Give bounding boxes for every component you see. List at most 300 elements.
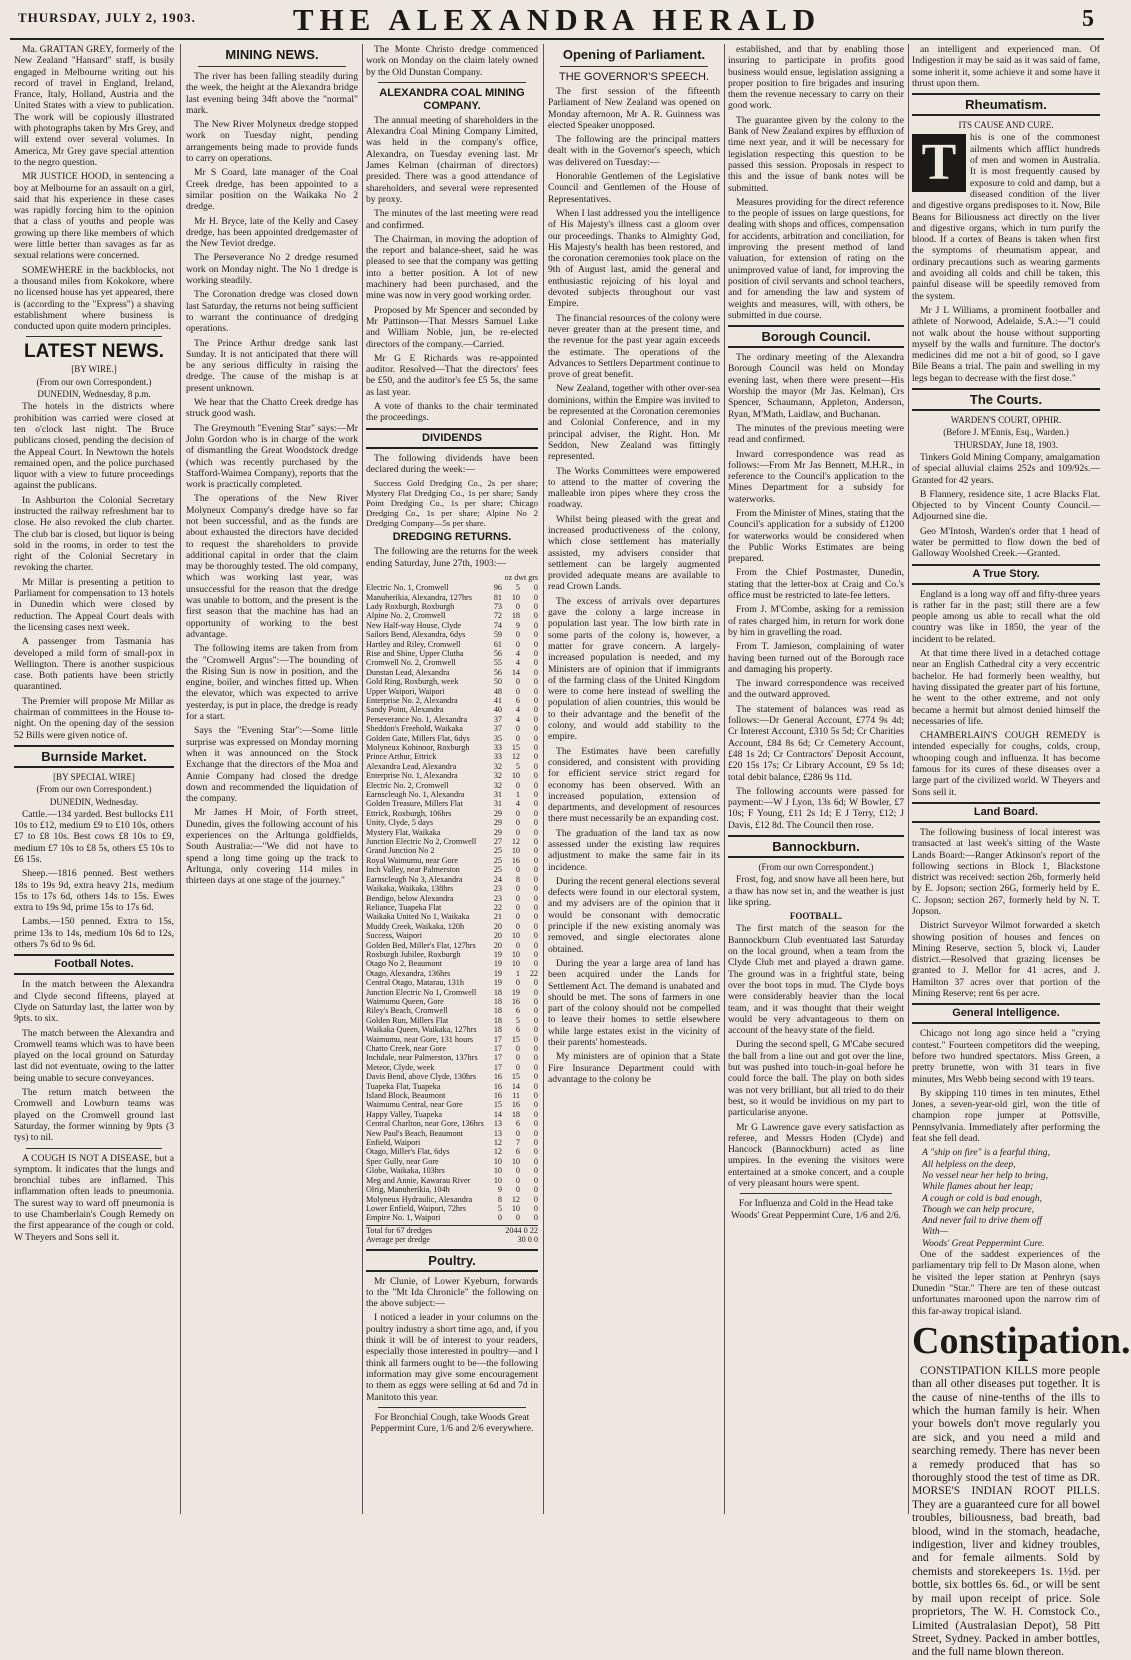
table-cell-oz: 41 <box>493 695 502 705</box>
dividends-list: Success Gold Dredging Co., 2s per share; Mystery Flat Dredging Co., 1s per share; Sandy Point Dredging Co., 1s per share; Chicago Dredging Co., 1s per share; Alpine No 2 Dredging Company—5s per share. <box>366 478 538 529</box>
article-paragraph: Says the "Evening Star":—Some little surprise was expressed on Monday morning when it was announced on the Stock Exchange that the directors of the Moa and Annie Company had closed the dredge down and recommended the liquidation of the company. <box>186 725 358 805</box>
table-cell-dwt: 15 <box>511 1072 520 1082</box>
table-cell-name: Waimumu Queen, Gore <box>366 996 444 1006</box>
table-cell-name: Golden Run, Millers Flat <box>366 1015 449 1025</box>
article-paragraph: Sheep.—1816 penned. Best wethers 18s to 19s 9d, extra heavy 21s, medium 15s to 17s 6d, others 14s to 15s. Ewes extra to 19s 9d, prime 15s to 17s 6d. <box>14 868 174 914</box>
article-paragraph: The statement of balances was read as follows:—Dr General Account, £774 9s 4d; Cr Interest Account, £310 5s 5d; Cr Charities Account, £84 8s 6d; Cr Cemetery Account, £48 1s 2d; Cr Contractors' Deposit Account, £20 15s 17s; Cr Library Account, £9 5s 1d; total debit balance, £286 9s 11d. <box>728 703 904 783</box>
table-cell-dwt: 12 <box>511 1194 520 1204</box>
dividends-heading: DIVIDENDS <box>366 428 538 449</box>
article-paragraph: The first session of the fifteenth Parliament of New Zealand was opened on Monday afternoon, Mr A. R. Guinness was elected Speaker unopposed. <box>548 86 720 131</box>
article-paragraph: The inward correspondence was received and the outward approved. <box>728 678 904 701</box>
table-cell-gr: 0 <box>533 714 538 724</box>
table-cell-dwt: 4 <box>515 658 520 668</box>
article-paragraph: Whilst being pleased with the great and increased productiveness of the colony, which close settlement has materially assisted, my advisers consider that settlement can be largely augmented provided adequate means are available to read Crown Lands. <box>548 513 720 593</box>
article-paragraph: The following items are taken from from the "Cromwell Argus":—The bounding of the Rising Sun is now in position, and the engine, boiler, and winches fitted up. When the elevator, which was expected to arrive yesterday, is put in place, the dredge is ready for a start. <box>186 643 359 723</box>
table-cell-dwt: 0 <box>515 940 520 950</box>
borough-council-heading: Borough Council. <box>728 325 904 348</box>
table-cell-name: Ettrick, Roxburgh, 106hrs <box>366 808 452 818</box>
table-cell-name: Sheddon's Freehold, Waikaka <box>366 724 463 734</box>
table-row <box>366 649 538 658</box>
article-paragraph: When I last addressed you the intelligence of His Majesty's illness cast a gloom over our proceedings. Thanks to Almighty God, His Majesty's health has been restored, and the coronation ceremonies took place on the 9th of August last, amid the general and enthusiastic rejoicing of his loyal and devoted subjects throughout our vast Empire. <box>548 207 720 310</box>
table-row <box>366 799 538 808</box>
table-cell-oz: 17 <box>493 1034 502 1044</box>
table-cell-gr: 0 <box>533 724 538 734</box>
article-paragraph: Mr James H Moir, of Forth street, Dunedin, gives the following account of his experiences on the Arltunga goldfields, South Australia:—"We did not have to spend a long time going up the track to Arltunga, only covering 114 miles in thirteen days at one stage of the journey." <box>186 807 358 887</box>
table-cell-dwt: 0 <box>515 827 520 837</box>
table-cell-dwt: 15 <box>511 743 520 752</box>
table-row <box>366 1166 538 1175</box>
table-cell-oz: 33 <box>493 743 502 752</box>
table-cell-gr: 0 <box>533 1128 538 1138</box>
table-cell-dwt: 0 <box>515 1175 520 1185</box>
article-paragraph: Honorable Gentlemen of the Legislative Council and Gentlemen of the House of Representatives. <box>548 171 720 205</box>
table-row <box>366 837 538 846</box>
table-row <box>366 1176 538 1185</box>
table-cell-name: New Paul's Beach, Beaumont <box>366 1128 463 1138</box>
table-cell-name: New Half-way House, Clyde <box>366 620 462 630</box>
article-paragraph: The match between the Alexandra and Cromwell teams which was to have been played on the local ground on Saturday last did not eventuate, owing to the latter being unable to secure conveyances. <box>14 1027 174 1084</box>
table-cell-dwt: 0 <box>515 808 520 818</box>
news-item: MR JUSTICE HOOD, in sentencing a boy at Melbourne for an assault on a girl, said that his experience in these cases was rapidly forcing him to the opinion that a class of youths and people was growing up there like members of which were little better than savages as far as sexual relations were concerned. <box>14 171 174 262</box>
table-cell-gr: 0 <box>533 837 538 847</box>
table-cell-name: Golden Treasure, Millers Flat <box>366 799 463 809</box>
table-cell-oz: 9 <box>497 1185 502 1195</box>
dredging-returns-heading: DREDGING RETURNS. <box>392 531 512 544</box>
article-paragraph: Tinkers Gold Mining Company, amalgamation of special alluvial claims 252s and 109/92s.—Granted for 42 years. <box>912 451 1100 486</box>
table-cell-gr: 0 <box>533 630 538 640</box>
table-cell-gr: 0 <box>533 1119 538 1129</box>
table-row <box>366 583 538 592</box>
table-cell-dwt: 0 <box>515 912 520 922</box>
table-cell-gr: 0 <box>533 743 538 752</box>
table-cell-gr: 0 <box>533 996 538 1006</box>
table-cell-dwt: 0 <box>515 677 520 687</box>
table-cell-name: Otago, Alexandra, 136hrs <box>366 968 451 978</box>
table-cell-gr: 0 <box>533 1203 538 1213</box>
table-cell-name: Waikaka, Waikaka, 138hrs <box>366 884 454 894</box>
verse-line: A "ship on fire" is a fearful thing, <box>922 1147 1050 1159</box>
table-cell-dwt: 10 <box>511 846 520 856</box>
table-cell-dwt: 0 <box>515 1053 520 1063</box>
article-paragraph: The Works Committees were empowered to attend to the matter of covering the malleable iron pipes where they cross the roadway. <box>548 465 720 511</box>
article-paragraph: The Monte Christo dredge commenced work on Monday on the claim lately owned by the Old Dunstan Company. <box>366 44 538 78</box>
table-cell-name: Globe, Waikaka, 103hrs <box>366 1166 445 1176</box>
table-cell-dwt: 7 <box>515 1138 520 1148</box>
verse-line: With— <box>922 1226 949 1238</box>
article-paragraph: The river has been falling steadily during the week, the height at the Alexandra bridge last evening being 34ft above the "normal" mark. <box>186 71 358 116</box>
table-cell-dwt: 0 <box>515 1044 520 1053</box>
table-cell-dwt: 6 <box>515 1119 520 1129</box>
table-cell-name: Golden Gate, Millers Flat, 6dys <box>366 733 470 743</box>
table-cell-gr: 0 <box>533 695 538 705</box>
table-cell-oz: 50 <box>493 677 502 687</box>
section-rule <box>740 1193 892 1194</box>
table-row <box>366 950 538 959</box>
true-story-heading: A True Story. <box>912 564 1100 585</box>
article-paragraph: The Estimates have been carefully considered, and consistent with providing for efficient service strict regard for economy has been observed. With an increased population, extension of departments, and development of resources there must necessarily be an expanding cost. <box>548 745 720 825</box>
table-cell-dwt: 0 <box>515 686 520 696</box>
article-paragraph: From the Minister of Mines, stating that the Council's application for a subsidy of £1200 for waterworks would be considered when the Public Works Estimates are being prepared. <box>728 507 904 565</box>
land-board-heading: Land Board. <box>912 802 1100 823</box>
table-cell-gr: 0 <box>533 1194 538 1204</box>
rheumatism-heading: Rheumatism. <box>912 93 1100 116</box>
table-cell-gr: 0 <box>533 771 538 781</box>
table-cell-dwt: 16 <box>511 996 520 1006</box>
table-cell-oz: 32 <box>493 761 502 771</box>
table-cell-gr: 0 <box>533 1109 538 1119</box>
table-cell-oz: 31 <box>493 799 502 809</box>
table-row <box>366 658 538 667</box>
table-cell-gr: 0 <box>533 959 538 969</box>
table-cell-dwt: 12 <box>511 837 520 847</box>
table-row <box>366 743 538 752</box>
table-row <box>366 865 538 874</box>
table-row <box>366 1044 538 1053</box>
table-cell-gr: 0 <box>533 752 538 762</box>
column-5 <box>728 44 904 1514</box>
table-cell-dwt: 6 <box>515 1025 520 1035</box>
table-cell-dwt: 0 <box>515 1128 520 1138</box>
table-cell-oz: 29 <box>493 827 502 837</box>
table-cell-oz: 20 <box>493 940 502 950</box>
verse-line: A cough or cold is bad enough, <box>922 1192 1043 1204</box>
article-paragraph: From J. M'Combe, asking for a remission of rates charged him, in return for work done by him in gravelling the road. <box>728 604 904 638</box>
table-row <box>366 1213 538 1222</box>
table-row <box>366 1053 538 1062</box>
table-cell-oz: 20 <box>493 931 502 941</box>
section-rule <box>26 1148 162 1149</box>
article-paragraph: an intelligent and experienced man. Of Indigestion it may be said as it was said of fame, some inherit it, some achieve it and some have it thrust upon them. <box>912 44 1100 89</box>
table-cell-dwt: 0 <box>515 724 520 734</box>
article-paragraph: My ministers are of opinion that a State Fire Insurance Department could with advantage to the colony be <box>548 1051 720 1085</box>
column-6 <box>912 44 1131 1659</box>
column-divider <box>543 44 544 1514</box>
table-cell-name: Waikaka Queen, Waikaka, 127hrs <box>366 1025 477 1035</box>
article-paragraph: In Ashburton the Colonial Secretary instructed the railway refreshment bar to close. He also revoked the club charter. The club bar is closed, but liquor is being sold in the rooms, in order to test the right of the Colonial Secretary in revoking the charter. <box>14 494 174 574</box>
dropcap-letter: T <box>912 134 966 192</box>
table-cell-oz: 37 <box>493 724 502 734</box>
table-cell-oz: 13 <box>493 1128 502 1138</box>
article-paragraph: The return match between the Cromwell and Lowburn teams was played on the Cromwell ground last Saturday, the former winning by 9pts (3 tys) to nil. <box>14 1087 174 1144</box>
table-cell-name: Sandy Point, Alexandra <box>366 705 444 715</box>
table-cell-oz: 18 <box>493 996 502 1006</box>
advert-paragraph: CHAMBERLAIN'S COUGH REMEDY is intended especially for coughs, colds, croup, whooping cough and influenza. It has become famous for its cures of these diseases over a large part of the civilized world. W Theyers and Sons sell it. <box>912 730 1100 798</box>
table-cell-dwt: 16 <box>511 1100 520 1110</box>
table-cell-oz: 29 <box>493 808 502 818</box>
table-cell-name: Mystery Flat, Waikaka <box>366 827 441 837</box>
column-divider <box>362 44 363 1514</box>
table-cell-oz: 56 <box>493 667 502 677</box>
article-paragraph: In the match between the Alexandra and Clyde second fifteens, played at Clyde on Saturday last, the latter won by 9pts. to six. <box>14 979 174 1025</box>
table-cell-gr: 0 <box>533 1147 538 1157</box>
table-cell-name: Molyneux Hydraulic, Alexandra <box>366 1194 473 1204</box>
table-cell-oz: 59 <box>493 630 502 640</box>
article-paragraph: The following accounts were passed for payment:—W J Lyon, 13s 6d; W Bowler, £7 10s; F Young, £11 2s 1d; E J Terry, £12; J Davis, £12 8d. The Council then rose. <box>728 785 904 831</box>
table-cell-gr: 0 <box>533 648 538 658</box>
table-cell-gr: 0 <box>533 733 538 743</box>
table-cell-gr: 0 <box>533 1185 538 1195</box>
table-cell-gr: 22 <box>529 968 538 978</box>
table-cell-name: Prince Arthur, Ettrick <box>366 752 437 762</box>
byline: (From our own Correspondent.) <box>758 862 874 872</box>
table-cell-gr: 0 <box>533 1015 538 1025</box>
table-cell-gr: 0 <box>533 667 538 677</box>
column-1 <box>14 44 174 1514</box>
verse-line: While flames about her leap; <box>922 1181 1034 1193</box>
article-paragraph: B Flannery, residence site, 1 acre Blacks Flat. Objected to by Vincent County Council.—Adjourned sine die. <box>912 488 1100 523</box>
table-row <box>366 1082 538 1091</box>
table-cell-name: Sailors Bend, Alexandra, 6dys <box>366 630 466 640</box>
table-cell-name: Enterprise No. 1, Alexandra <box>366 771 458 781</box>
table-cell-oz: 73 <box>493 601 502 611</box>
table-cell-gr: 0 <box>533 601 538 611</box>
table-cell-oz: 19 <box>493 959 502 969</box>
table-cell-name: Island Block, Beaumont <box>366 1091 446 1101</box>
table-row <box>366 1072 538 1081</box>
byline: (From our own Correspondent.) <box>36 784 152 795</box>
table-row <box>366 621 538 630</box>
table-cell-dwt: 14 <box>511 1081 520 1091</box>
table-cell-name: Waimumu Central, near Gore <box>366 1100 463 1110</box>
table-cell-gr: 0 <box>533 1166 538 1176</box>
total-label: Total for 67 dredges <box>366 1225 433 1235</box>
article-paragraph: A vote of thanks to the chair terminated the proceedings. <box>366 401 538 424</box>
table-cell-gr: 0 <box>533 1138 538 1148</box>
table-cell-dwt: 6 <box>515 695 520 705</box>
table-row <box>366 781 538 790</box>
table-cell-oz: 29 <box>493 818 502 828</box>
article-paragraph: England is a long way off and fifty-three years is rather far in the past; still there are a few people among us able to recall what the old country was like in 1850, the year of the incident to be related. <box>912 588 1100 645</box>
dateline: DUNEDIN, Wednesday, 8 p.m. <box>37 389 151 400</box>
table-cell-gr: 0 <box>533 1156 538 1166</box>
table-cell-oz: 18 <box>493 987 502 997</box>
table-cell-oz: 23 <box>493 893 502 903</box>
table-cell-dwt: 0 <box>515 1062 520 1072</box>
table-row <box>366 1100 538 1109</box>
issue-date: THURSDAY, JULY 2, 1903. <box>18 10 196 25</box>
parliament-heading: Opening of Parliament. <box>562 47 706 62</box>
table-cell-oz: 14 <box>493 1109 502 1119</box>
table-cell-name: Perseverance No. 1, Alexandra <box>366 714 468 724</box>
article-paragraph: The graduation of the land tax as now assessed under the existing law requires adjustment to make the same fair in its incidence. <box>548 827 720 873</box>
table-cell-oz: 15 <box>493 1100 502 1110</box>
table-cell-gr: 0 <box>533 987 538 997</box>
latest-news-heading: LATEST NEWS. <box>23 341 165 363</box>
table-cell-name: Chatto Creek, near Gore <box>366 1044 447 1053</box>
table-row <box>366 856 538 865</box>
table-cell-dwt: 0 <box>515 733 520 743</box>
table-row <box>366 1129 538 1138</box>
table-cell-oz: 96 <box>493 583 502 593</box>
table-column-header: oz dwt grs <box>504 572 538 582</box>
table-row <box>366 997 538 1006</box>
article-paragraph: Mr J L Williams, a prominent footballer and athlete of Norwood, Adelaide, S.A.:—"I could not walk about the house without supporting myself by the walls and furniture. The doctor's medicines did me not a bit of good, so I gave Bile Beans a trial. The pain and swelling in my legs began to decrease with the first dose." <box>912 304 1100 384</box>
table-cell-dwt: 0 <box>515 1166 520 1176</box>
table-cell-gr: 0 <box>533 874 538 884</box>
article-paragraph: Mr H. Bryce, late of the Kelly and Casey dredge, has been appointed dredgemaster of the New Teviot dredge. <box>186 215 358 250</box>
table-cell-name: Lower Enfield, Waipori, 72hrs <box>366 1203 466 1213</box>
article-paragraph: From the Chief Postmaster, Dunedin, stating that the letter-box at Craig and Co.'s office must be restricted to late-fee letters. <box>728 567 904 602</box>
article-paragraph: The first match of the season for the Bannockburn Club eventuated last Saturday on the local ground, when a team from the Clyde Club met and played a drawn game. The ground was in a frightful state, being over the boot tops in mud. The Clyde boys were considerably heavier than the local team, and it was thought that their weight would be very advantageous to them on account of the heavy state of the field. <box>728 923 904 1037</box>
table-cell-dwt: 0 <box>515 902 520 912</box>
table-cell-oz: 72 <box>493 611 502 621</box>
page-number: 5 <box>1082 6 1094 32</box>
table-cell-name: Royal Waimumu, near Gore <box>366 855 458 865</box>
byline: (From our own Correspondent.) <box>36 376 152 387</box>
table-cell-name: Meteor, Clyde, week <box>366 1062 435 1072</box>
article-paragraph: The operations of the New River Molyneux Company's dredge have so far not been successful, and as the funds are about exhausted the directors have decided to request the shareholders to provide additional capital in order that the claim may be thoroughly tested. The old company, which was working last year, was unsuccessful for the reason that the dredge was unable to bottom, and the present is the first season that the machine has had an opportunity of working to the best advantage. <box>186 493 358 640</box>
poultry-heading: Poultry. <box>366 1249 538 1272</box>
table-cell-name: Spec Gully, near Gore <box>366 1156 439 1166</box>
article-paragraph: The Prince Arthur dredge sank last Sunday. It is not anticipated that there will be any serious difficulty in raising the dredge. The cause of the mishap is at present unknown. <box>186 337 358 394</box>
table-cell-oz: 17 <box>493 1062 502 1072</box>
article-paragraph: I noticed a leader in your columns on the poultry industry a short time ago, and, if you think it will be of interest to your readers, especially those interested in poultry—and I think all farmers ought to be—the following information may give some encouragement to them as eggs were selling at 6d and 7d in Manitoto this year. <box>366 1312 538 1403</box>
article-paragraph: We hear that the Chatto Creek dredge has struck good wash. <box>186 397 358 420</box>
table-cell-oz: 48 <box>493 686 502 696</box>
table-row <box>366 1204 538 1213</box>
table-cell-oz: 25 <box>493 855 502 865</box>
table-row <box>366 1195 538 1204</box>
table-cell-name: Inch Valley, near Palmerston <box>366 865 460 875</box>
table-cell-oz: 10 <box>493 1175 502 1185</box>
table-cell-oz: 18 <box>493 1025 502 1035</box>
table-cell-gr: 0 <box>533 1081 538 1091</box>
table-cell-oz: 13 <box>493 1119 502 1129</box>
table-cell-name: Manuherikia, Alexandra, 127hrs <box>366 592 472 602</box>
table-cell-name: Inchdale, near Palmerston, 137hrs <box>366 1053 478 1063</box>
table-cell-gr: 0 <box>533 583 538 593</box>
table-cell-gr: 0 <box>533 1053 538 1063</box>
table-row <box>366 668 538 677</box>
burnside-market-heading: Burnside Market. <box>14 745 174 768</box>
table-row <box>366 941 538 950</box>
table-cell-gr: 0 <box>533 921 538 931</box>
table-cell-name: Enfield, Waipori <box>366 1138 421 1148</box>
table-row <box>366 771 538 780</box>
table-cell-name: Alpine No. 2, Cromwell <box>366 611 446 621</box>
table-cell-name: Central Charlton, near Gore, 136hrs <box>366 1119 484 1129</box>
article-paragraph: During the second spell, G M'Cabe secured the ball from a line out and got over the line, but was pushed into touch-in-goal before he could force the ball. The play on both sides was not very brilliant, but all tried to do their best, so it would be invidious on my part to particularise anyone. <box>728 1039 904 1119</box>
table-cell-dwt: 10 <box>511 959 520 969</box>
table-cell-dwt: 18 <box>511 611 520 621</box>
table-cell-gr: 0 <box>533 949 538 959</box>
table-cell-oz: 25 <box>493 865 502 875</box>
table-cell-oz: 16 <box>493 1091 502 1101</box>
table-cell-dwt: 0 <box>515 639 520 649</box>
table-cell-name: Rise and Shine, Upper Clutha <box>366 648 464 658</box>
table-cell-dwt: 6 <box>515 1006 520 1016</box>
table-cell-name: Junction Electric No 2, Cromwell <box>366 837 477 847</box>
table-cell-gr: 0 <box>533 808 538 818</box>
article-paragraph: The annual meeting of shareholders in the Alexandra Coal Mining Company Limited, was held in the company's office, Alexandra, on Tuesday evening last. Mr James Kelman (chairman of directors) presided. There was a good attendance of shareholders, and several were represented by proxy. <box>366 114 538 205</box>
table-cell-gr: 0 <box>533 790 538 800</box>
article-paragraph: The following are the returns for the week ending Saturday, June 27th, 1903:— <box>366 546 538 569</box>
table-cell-gr: 0 <box>533 978 538 988</box>
table-cell-dwt: 10 <box>511 931 520 941</box>
table-row <box>366 762 538 771</box>
table-row <box>366 894 538 903</box>
article-paragraph: Lambs.—150 penned. Extra to 15s, prime 13s to 14s, medium 10s 6d to 12s, others 7s 6d to 9s 6d. <box>14 916 174 951</box>
table-row <box>366 1185 538 1194</box>
article-paragraph: The following business of local interest was transacted at last week's sitting of the Waste Lands Board:—Ranger Atkinson's report of the following sections in Block 1, Blackstone district was received: section 26b, formerly held by E. Jopson; section 26G, formerly held by E. C. Jopson; section 267, formerly held by N. T. Jopson. <box>912 826 1100 917</box>
table-row <box>366 1119 538 1128</box>
table-row <box>366 912 538 921</box>
section-rule <box>378 1407 526 1408</box>
table-cell-gr: 0 <box>533 658 538 668</box>
table-row <box>366 875 538 884</box>
table-row <box>366 922 538 931</box>
bannockburn-heading: Bannockburn. <box>728 835 904 858</box>
table-cell-oz: 10 <box>493 1156 502 1166</box>
column-4 <box>548 44 720 1514</box>
table-cell-name: Reliance, Tuapeka Flat <box>366 902 442 912</box>
table-cell-dwt: 5 <box>515 761 520 771</box>
table-cell-dwt: 1 <box>515 968 520 978</box>
article-paragraph: The Coronation dredge was closed down last Saturday, the returns not being sufficient to warrant the continuance of dredging operations. <box>186 289 358 335</box>
article-paragraph: Chicago not long ago since held a "crying contest." Fourteen competitors did the weeping, before two hundred spectators. Miss Green, a pretty brunette, won with 31 tears in five minutes, Mrs Webb being second with 19 tears. <box>912 1028 1100 1085</box>
table-cell-gr: 0 <box>533 827 538 837</box>
table-cell-dwt: 19 <box>511 987 520 997</box>
article-paragraph: Frost, fog, and snow have all been here, but a thaw has now set in, and the weather is just like spring. <box>728 874 904 908</box>
article-paragraph: During the year a large area of land has been acquired under the Lands for Settlement Act. The demand is unabated and should be met. The sons of farmers in one part of the colony should not be compelled to leave their homes to settle elsewhere while large estates exist in the vicinity of their parents' homesteads. <box>548 957 720 1049</box>
table-cell-gr: 0 <box>533 884 538 894</box>
table-cell-oz: 19 <box>493 949 502 959</box>
article-paragraph: During the recent general elections several defects were found in our electoral system, and my advisers are of the opinion that it would be consonant with democratic principle if the new existing anomaly was removed, and single electorates alone obtained. <box>548 875 720 955</box>
table-cell-dwt: 0 <box>515 884 520 894</box>
table-row <box>366 1025 538 1034</box>
article-paragraph: his is one of the commonest ailments which afflict hundreds of men and women in Australia. It is most frequently caused by exposure to cold and damp, but a diseased condition of the liver and digestive organs predisposes to it. Now, Bile Beans for Biliousness act directly on the liver and digestive organs, which in turn purify the blood. If a cortex of Beans is taken when first the symptoms of rheumatism appear, and ordinary precautions such as wearing garments and avoiding all colds and chill be taken, this painful disease will be speedily removed from the system. <box>912 132 1100 302</box>
table-cell-oz: 31 <box>493 790 502 800</box>
table-row <box>366 677 538 686</box>
table-cell-name: Unity, Clyde, 5 days <box>366 818 434 828</box>
news-item: Ma. GRATTAN GREY, formerly of the New Zealand "Hansard" staff, is busily engaged in Melbourne writing out his record of travel in England, Ireland, France, Italy, Holland, Austria and the United States with a view to publication. The work will be copiously illustrated with photographs taken by Mrs Grey, and will extend over several volumes. In America, Mr Grey gave special attention to the negro question. <box>14 44 174 168</box>
table-row <box>366 818 538 827</box>
table-cell-dwt: 0 <box>515 1185 520 1195</box>
section-rule <box>560 66 708 67</box>
table-row <box>366 687 538 696</box>
table-cell-oz: 18 <box>493 1006 502 1016</box>
table-cell-dwt: 9 <box>515 620 520 630</box>
table-cell-oz: 22 <box>493 902 502 912</box>
table-cell-oz: 8 <box>497 1194 502 1204</box>
table-cell-gr: 0 <box>533 1006 538 1016</box>
table-cell-gr: 0 <box>533 1034 538 1044</box>
table-cell-oz: 74 <box>493 620 502 630</box>
newspaper-title: THE ALEXANDRA HERALD <box>292 2 822 37</box>
table-row <box>366 959 538 968</box>
verse-line: All helpless on the deep, <box>922 1158 1016 1170</box>
table-cell-dwt: 10 <box>511 949 520 959</box>
table-cell-gr: 0 <box>533 592 538 602</box>
masthead-rule <box>10 38 1104 40</box>
table-row <box>366 931 538 940</box>
table-cell-oz: 5 <box>497 1203 502 1213</box>
table-cell-name: Grand Junction No 2 <box>366 846 435 856</box>
table-cell-gr: 0 <box>533 1175 538 1185</box>
table-cell-name: Earnscleugh No 3, Alexandra <box>366 874 463 884</box>
table-row <box>366 978 538 987</box>
table-cell-name: Electric No. 1, Cromwell <box>366 583 449 593</box>
advert-paragraph: A COUGH IS NOT A DISEASE, but a symptom. It indicates that the lungs and bronchial tubes are inflamed. This inflammation often leads to pneumonia. The surest way to ward off pneumonia is to use Chamberlain's Cough Remedy on the first appearance of the cough or cold. W Theyers and Sons sell it. <box>14 1152 174 1243</box>
average-label: Average per dredge <box>366 1235 430 1245</box>
table-cell-oz: 24 <box>493 874 502 884</box>
table-cell-name: Upper Waipori, Waipori <box>366 686 445 696</box>
article-paragraph: At that time there lived in a detached cottage near an English Cathedral city a very eccentric bachelor. He had formerly been wealthy, but having dissipated the greater part of his fortune, he went to the other extreme, and not only became a hermit but almost denied himself the necessaries of life. <box>912 648 1100 727</box>
subheading: ITS CAUSE AND CURE. <box>958 120 1054 131</box>
table-cell-name: Tuapeka Flat, Tuapeka <box>366 1081 441 1091</box>
table-row <box>366 705 538 714</box>
table-cell-gr: 0 <box>533 639 538 649</box>
